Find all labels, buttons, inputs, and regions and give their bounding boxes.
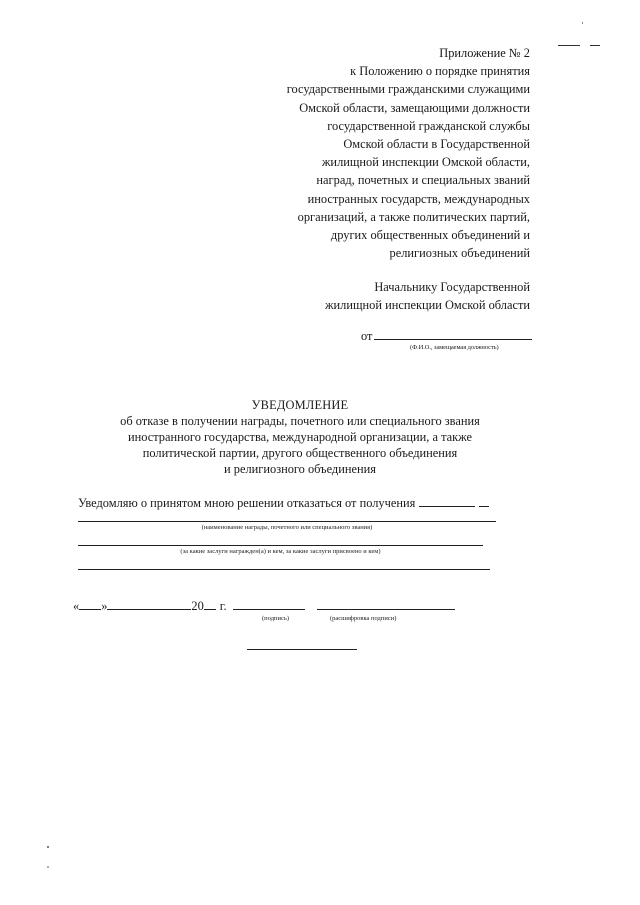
appendix-line: других общественных объединений и: [330, 228, 530, 243]
from-hint: (Ф.И.О., замещаемая должность): [410, 344, 499, 351]
signature-field[interactable]: [233, 598, 305, 610]
signature-decode-hint: (расшифровка подписи): [330, 615, 397, 622]
award-name-hint: (наименование награды, почетного или специального звания): [201, 524, 373, 531]
merit-hint: (за какие заслуги награжден(а) и кем, за какие заслуги присвоено и кем): [180, 548, 381, 555]
date-signature-row: [73, 598, 455, 614]
body-text: Уведомляю о принятом мною решении отказаться от получения: [78, 496, 416, 510]
appendix-line: религиозных объединений: [389, 246, 530, 261]
from-field[interactable]: [361, 328, 532, 344]
year-prefix: 20: [191, 599, 204, 613]
appendix-line: иностранных государств, международных: [307, 191, 530, 206]
appendix-line: наград, почетных и специальных званий: [316, 173, 530, 188]
from-fill-line[interactable]: [374, 328, 532, 340]
open-quote: «: [73, 599, 80, 613]
notice-line: и религиозного объединения: [224, 462, 376, 476]
scan-speck: [47, 866, 49, 868]
merit-line[interactable]: [78, 545, 483, 546]
appendix-block: [287, 44, 530, 262]
extra-line[interactable]: [78, 569, 490, 570]
notice-line: иностранного государства, международной организации, а также: [127, 430, 473, 444]
addressee-block: [325, 278, 530, 314]
notice-heading: [60, 397, 540, 477]
appendix-line: жилищной инспекции Омской области,: [321, 155, 530, 170]
appendix-line: государственной гражданской службы: [327, 118, 530, 133]
signature-decode-field[interactable]: [317, 598, 455, 610]
scan-speck: [47, 846, 49, 848]
body-text-row: [78, 495, 489, 511]
year-field[interactable]: [204, 598, 216, 610]
award-fill-line[interactable]: [419, 495, 475, 507]
corner-mark: [558, 45, 580, 46]
appendix-line: организаций, а также политических партий,: [297, 209, 530, 224]
separator-line: [247, 649, 357, 650]
close-quote: »: [101, 599, 108, 613]
appendix-line: Омской области, замещающими должности: [299, 100, 530, 115]
scan-speck: [582, 22, 583, 24]
month-field[interactable]: [107, 598, 191, 610]
corner-mark: [590, 45, 600, 46]
appendix-line: государственными гражданскими служащими: [286, 82, 530, 97]
addressee-line: жилищной инспекции Омской области: [324, 298, 530, 313]
year-suffix: г.: [219, 599, 227, 613]
notice-line: политической партии, другого общественного объединения: [142, 446, 458, 460]
day-field[interactable]: [79, 598, 101, 610]
addressee-line: Начальнику Государственной: [374, 280, 530, 294]
notice-title: УВЕДОМЛЕНИЕ: [251, 398, 349, 412]
award-name-line[interactable]: [78, 521, 496, 522]
award-fill-line-end[interactable]: [479, 495, 489, 507]
notice-line: об отказе в получении награды, почетного или специального звания: [120, 414, 480, 428]
appendix-line: Приложение № 2: [439, 46, 530, 60]
signature-hint: (подпись): [262, 615, 289, 622]
appendix-line: Омской области в Государственной: [343, 137, 530, 152]
appendix-line: к Положению о порядке принятия: [350, 64, 530, 79]
from-label: от: [361, 329, 373, 343]
